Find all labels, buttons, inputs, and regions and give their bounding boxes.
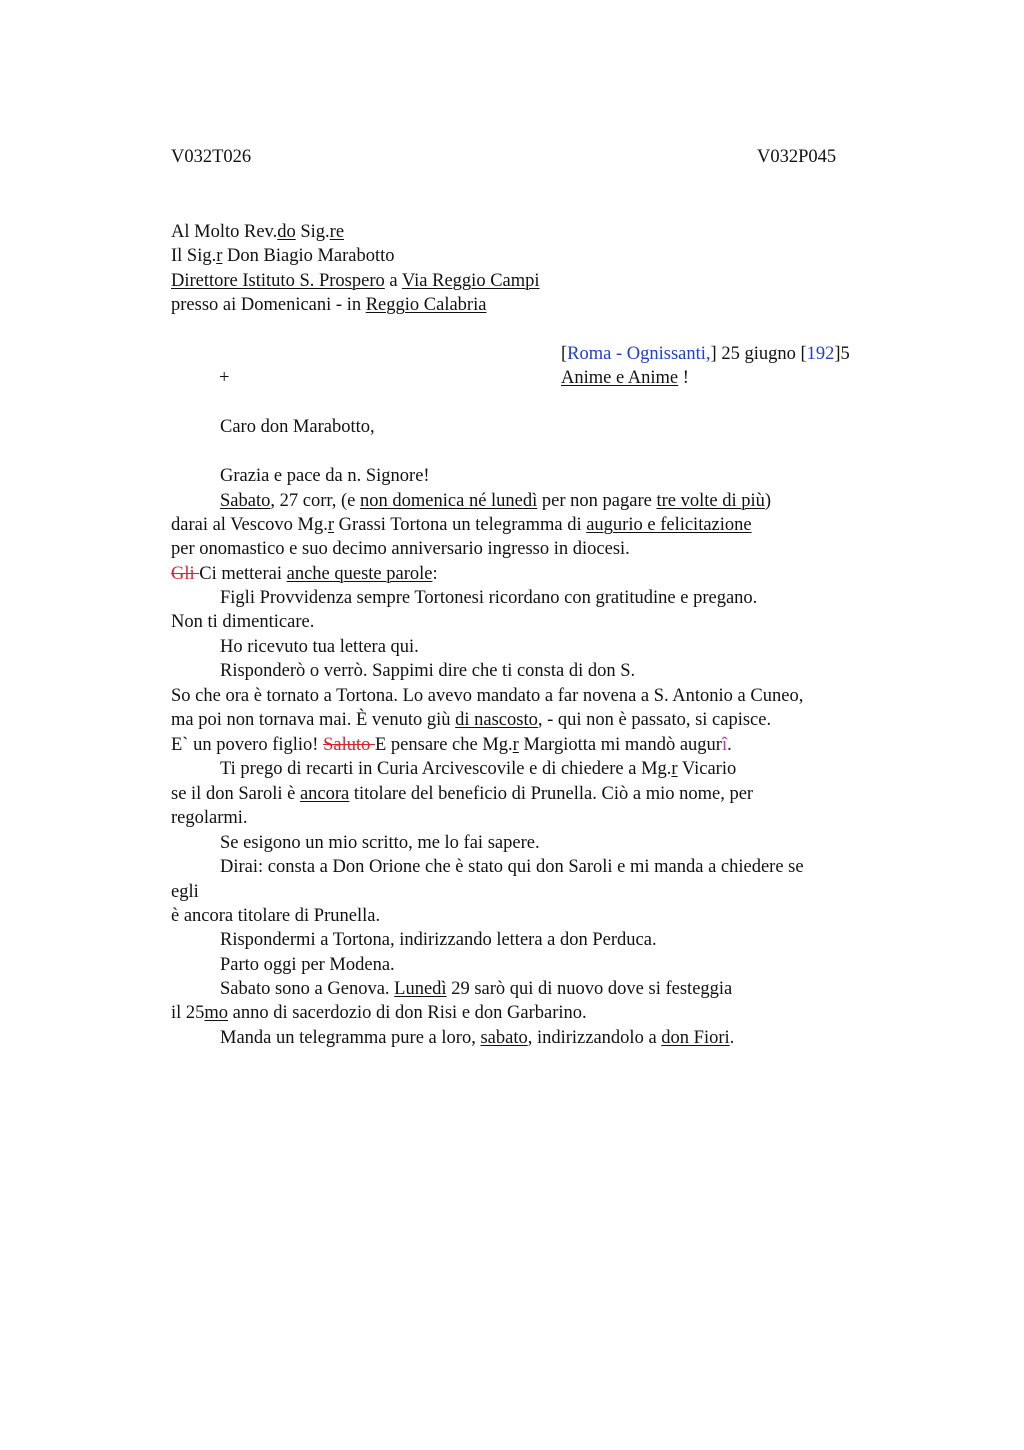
body-line: So che ora è tornato a Tortona. Lo avevo mandato a far novena a S. Antonio a Cuneo, xyxy=(171,686,804,706)
cross-symbol: + xyxy=(219,368,230,388)
body-line: Parto oggi per Modena. xyxy=(220,955,395,975)
address-line-3: Direttore Istituto S. Prospero a Via Reggio Campi xyxy=(171,271,540,291)
deleted-text: Gli xyxy=(171,564,200,584)
body-line: Sabato, 27 corr, (e non domenica né lunedì per non pagare tre volte di più) xyxy=(220,491,772,511)
body-line: Se esigono un mio scritto, me lo fai sapere. xyxy=(220,833,540,853)
body-line: se il don Saroli è ancora titolare del beneficio di Prunella. Ciò a mio nome, per xyxy=(171,784,754,804)
motto: Anime e Anime ! xyxy=(561,368,689,388)
body-line: ma poi non tornava mai. È venuto giù di nascosto, - qui non è passato, si capisce. xyxy=(171,710,772,730)
body-line: per onomastico e suo decimo anniversario ingresso in diocesi. xyxy=(171,539,630,559)
body-line: Sabato sono a Genova. Lunedì 29 sarò qui di nuovo dove si festeggia xyxy=(220,979,733,999)
body-line: Ho ricevuto tua lettera qui. xyxy=(220,637,419,657)
body-line: E` un povero figlio! Saluto E pensare che Mg.r Margiotta mi mandò augurî. xyxy=(171,735,732,755)
body-line: Non ti dimenticare. xyxy=(171,612,315,632)
greeting: Grazia e pace da n. Signore! xyxy=(220,466,430,486)
dateline: [Roma - Ognissanti,] 25 giugno [192]5 xyxy=(561,344,850,364)
body-line: Rispondermi a Tortona, indirizzando lettera a don Perduca. xyxy=(220,930,657,950)
body-line: regolarmi. xyxy=(171,808,248,828)
document-code-right: V032P045 xyxy=(757,147,837,167)
body-line: Gli Ci metterai anche queste parole: xyxy=(171,564,438,584)
body-line: Manda un telegramma pure a loro, sabato, indirizzandolo a don Fiori. xyxy=(220,1028,735,1048)
body-line: darai al Vescovo Mg.r Grassi Tortona un telegramma di augurio e felicitazione xyxy=(171,515,752,535)
body-line: è ancora titolare di Prunella. xyxy=(171,906,381,926)
body-line: Risponderò o verrò. Sappimi dire che ti consta di don S. xyxy=(220,661,636,681)
document-code-left: V032T026 xyxy=(171,147,252,167)
body-line: egli xyxy=(171,882,199,902)
body-line: il 25mo anno di sacerdozio di don Risi e don Garbarino. xyxy=(171,1003,587,1023)
salutation: Caro don Marabotto, xyxy=(220,417,375,437)
body-line: Dirai: consta a Don Orione che è stato qui don Saroli e mi manda a chiedere se xyxy=(220,857,804,877)
body-line: Ti prego di recarti in Curia Arcivescovile e di chiedere a Mg.r Vicario xyxy=(220,759,737,779)
address-line-4: presso ai Domenicani - in Reggio Calabria xyxy=(171,295,487,315)
deleted-text: Saluto xyxy=(323,735,375,755)
body-line: Figli Provvidenza sempre Tortonesi ricordano con gratitudine e pregano. xyxy=(220,588,758,608)
address-line-1: Al Molto Rev.do Sig.re xyxy=(171,222,345,242)
address-line-2: Il Sig.r Don Biagio Marabotto xyxy=(171,246,395,266)
